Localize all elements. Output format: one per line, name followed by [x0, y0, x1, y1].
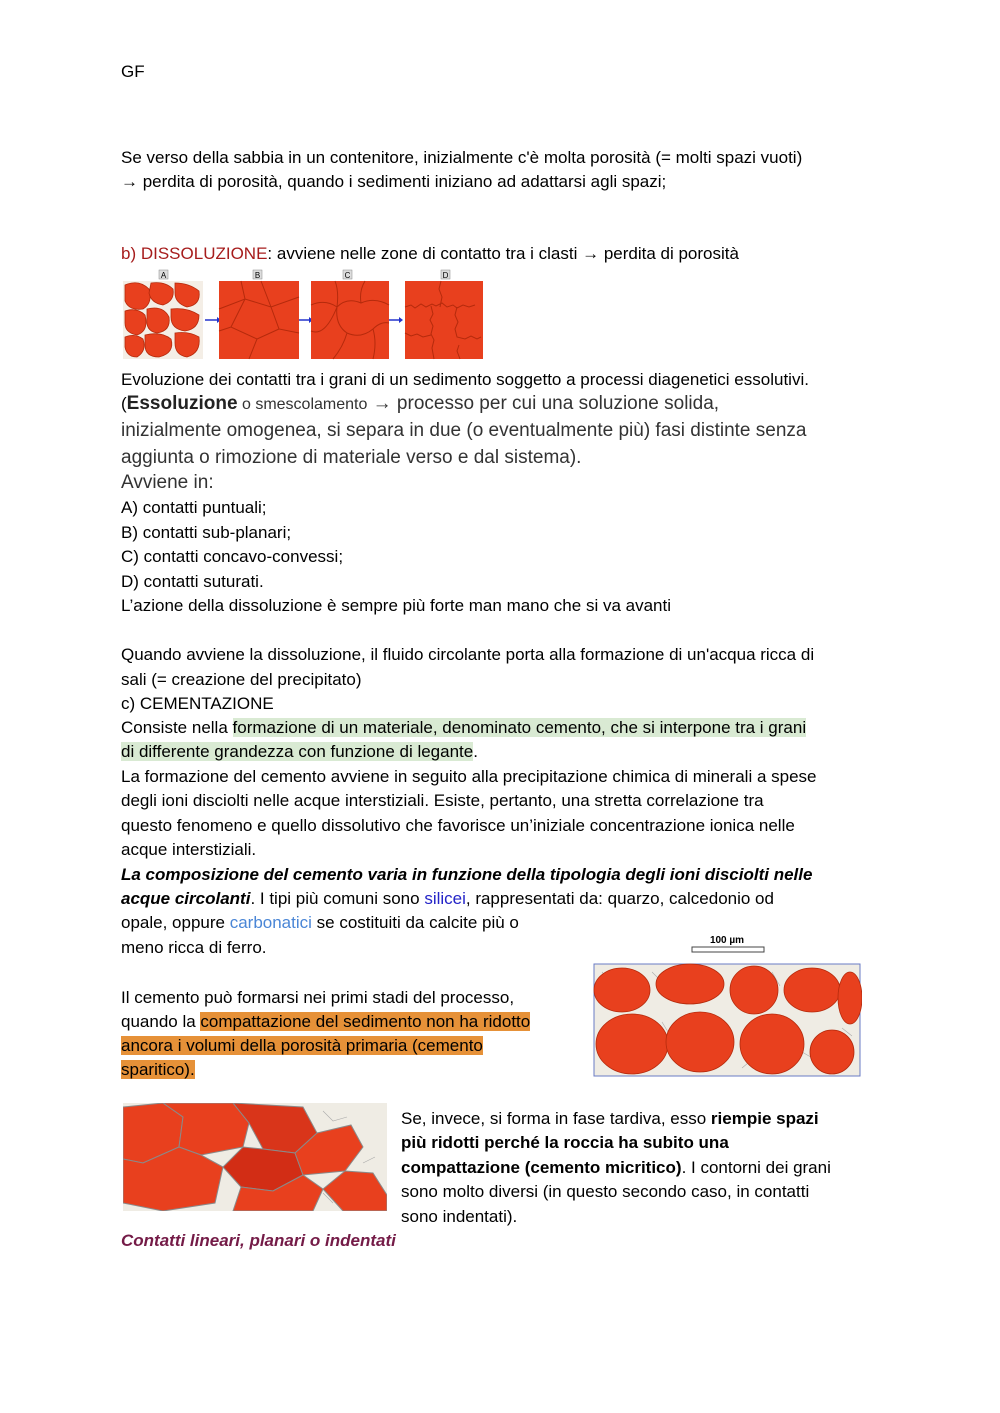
quando-line-1: Quando avviene la dissoluzione, il fluido circolante porta alla formazione di un'acqua ricca di — [121, 645, 815, 664]
stage-label-b: B — [254, 271, 261, 280]
late-bold-3: compattazione (cemento micritico) — [401, 1158, 682, 1177]
carbonatici-label: carbonatici — [229, 913, 312, 932]
composizione-text-3b: se costituiti da calcite più o — [311, 913, 519, 932]
intro-line-1: Se verso della sabbia in un contenitore, inizialmente c'è molta porosità (= molti spazi vuoti) — [121, 148, 803, 167]
composizione-line-1: La composizione del cemento varia in funzione della tipologia degli ioni disciolti nelle — [121, 865, 813, 884]
list-item: C) contatti concavo-convessi; — [121, 547, 344, 566]
micritic-cement-figure — [123, 1103, 387, 1211]
consiste-highlight-1: formazione di un materiale, denominato cemento, che si interpone tra i grani — [232, 718, 807, 737]
composizione-line-2 — [121, 887, 774, 912]
definition-alt-term: smescolamento — [255, 396, 368, 413]
stage-label-c: C — [344, 271, 351, 280]
stage-c-panel — [311, 281, 389, 359]
list-item: B) contatti sub-planari; — [121, 523, 292, 542]
silicei-label: silicei — [424, 889, 466, 908]
late-line-4: sono molto diversi (in questo secondo caso, in contatti — [401, 1182, 810, 1201]
composizione-text-2b: , rappresentati da: quarzo, calcedonio od — [465, 889, 774, 908]
dissolution-stages-figure — [121, 269, 483, 361]
stage-b-panel — [219, 281, 299, 359]
composizione-text-2a: . I tipi più comuni sono — [250, 889, 425, 908]
header-label: GF — [121, 62, 145, 81]
consiste-line-2 — [121, 740, 478, 765]
definition-open-paren: ( — [121, 394, 127, 413]
quando-line-2: sali (= creazione del precipitato) — [121, 670, 362, 689]
definition-line-3: aggiunta o rimozione di materiale verso e dal sistema). — [121, 447, 582, 468]
formazione-line-1: La formazione del cemento avviene in seguito alla precipitazione chimica di minerali a spese — [121, 767, 817, 786]
intro-line-2: → perdita di porosità, quando i sedimenti iniziano ad adattarsi agli spazi; — [121, 172, 667, 191]
early-highlight-3: sparitico). — [121, 1060, 195, 1079]
definition-or: o — [237, 396, 256, 413]
late-prefix: Se, invece, si forma in fase tardiva, esso — [401, 1109, 711, 1128]
definition-rest: → processo per cui una soluzione solida, — [367, 393, 720, 414]
dissoluzione-heading-rest: : avviene nelle zone di contatto tra i clasti → perdita di porosità — [267, 244, 739, 263]
composizione-bold-2: acque circolanti — [121, 889, 251, 908]
dissoluzione-heading: b) DISSOLUZIONE — [121, 244, 268, 263]
early-highlight-2: ancora i volumi della porosità primaria (cemento — [121, 1036, 483, 1055]
scale-bar — [692, 935, 764, 952]
list-item: D) contatti suturati. — [121, 572, 264, 591]
definition-line-2: inizialmente omogenea, si separa in due (o eventualmente più) fasi distinte senza — [121, 420, 807, 441]
formazione-line-2: degli ioni disciolti nelle acque interstiziali. Esiste, pertanto, una stretta correlazione tra — [121, 791, 764, 810]
cementazione-heading: c) CEMENTAZIONE — [121, 694, 274, 713]
figure-caption: Evoluzione dei contatti tra i grani di un sedimento soggetto a processi diagenetici essolutivi. — [121, 370, 809, 389]
azione-line: L’azione della dissoluzione è sempre più forte man mano che si va avanti — [121, 596, 671, 615]
dissoluzione-heading-line — [121, 242, 739, 267]
late-bold-1: riempie spazi — [710, 1109, 819, 1128]
list-item: A) contatti puntuali; — [121, 498, 267, 517]
consiste-line-1 — [121, 716, 806, 741]
consiste-prefix: Consiste nella — [121, 718, 233, 737]
contatti-heading: Contatti lineari, planari o indentati — [121, 1231, 396, 1250]
consiste-suffix: . — [473, 742, 478, 761]
stage-a-panel — [123, 281, 203, 359]
consiste-highlight-2: di differente grandezza con funzione di legante — [121, 742, 474, 761]
late-line-5: sono indentati). — [401, 1207, 518, 1226]
early-highlight-1: compattazione del sedimento non ha ridotto — [200, 1012, 531, 1031]
sparitic-cement-figure — [592, 932, 862, 1078]
stage-labels — [159, 270, 450, 280]
late-line-2: più ridotti perché la roccia ha subito una — [401, 1133, 729, 1152]
composizione-text-3a: opale, oppure — [121, 913, 230, 932]
stage-label-d: D — [442, 271, 449, 280]
definition-line-1 — [121, 390, 719, 418]
early-line-1: Il cemento può formarsi nei primi stadi del processo, — [121, 988, 515, 1007]
early-line-3 — [121, 1034, 483, 1059]
late-rest-3: . I contorni dei grani — [681, 1158, 831, 1177]
late-line-1 — [401, 1107, 819, 1132]
avviene-label: Avviene in: — [121, 472, 214, 493]
early-line-4 — [121, 1058, 195, 1083]
formazione-line-4: acque interstiziali. — [121, 840, 257, 859]
definition-term: Essoluzione — [126, 393, 238, 414]
composizione-line-4: meno ricca di ferro. — [121, 938, 267, 957]
formazione-line-3: questo fenomeno e quello dissolutivo che favorisce un’iniziale concentrazione ionica nelle — [121, 816, 795, 835]
scale-label: 100 µm — [709, 935, 745, 946]
stage-d-panel — [405, 281, 483, 359]
early-prefix: quando la — [121, 1012, 201, 1031]
composizione-line-3 — [121, 911, 519, 936]
stage-label-a: A — [160, 271, 167, 280]
late-line-3 — [401, 1156, 831, 1181]
early-line-2 — [121, 1010, 530, 1035]
